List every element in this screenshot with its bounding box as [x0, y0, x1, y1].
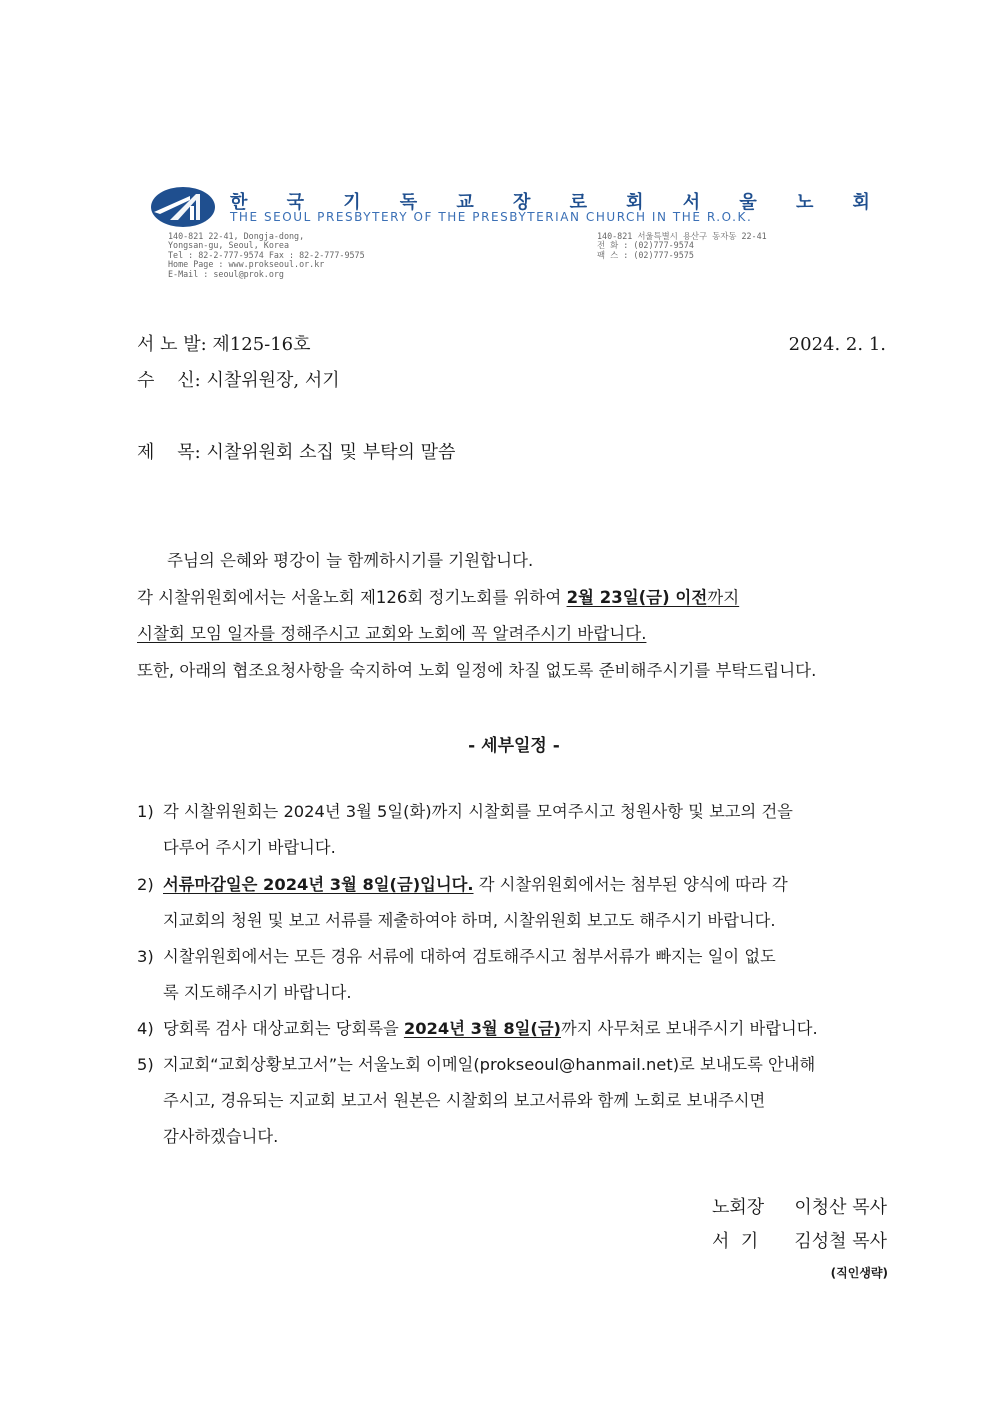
- recipient-value: 시찰위원장, 서기: [206, 370, 340, 391]
- deadline-highlight: 서류마감일은 2024년 3월 8일(금)입니다.: [163, 875, 474, 894]
- address-en-line: Yongsan-gu, Seoul, Korea: [168, 240, 290, 251]
- list-item: [137, 801, 887, 859]
- address-en: [168, 232, 365, 279]
- org-name-char: 울: [739, 192, 757, 213]
- list-item-number: 4): [137, 1019, 154, 1038]
- subject-label: 제 목:: [137, 442, 201, 463]
- list-item-number: 1): [137, 802, 154, 821]
- signature-title: 서 기: [712, 1231, 759, 1252]
- org-name-char: 독: [399, 192, 418, 213]
- presbytery-logo: [150, 186, 216, 228]
- list-item-text: 까지 사무처로 보내주시기 바랍니다.: [561, 1019, 818, 1038]
- document-number-label: 서 노 발:: [137, 334, 207, 355]
- list-item: [137, 874, 887, 932]
- recipient: [137, 370, 340, 392]
- org-name-char: 로: [569, 192, 587, 213]
- body-text: 까지: [707, 588, 740, 607]
- address-en-line: 140-821 22-41, Dongja-dong,: [168, 231, 305, 241]
- org-name-char: 서: [682, 192, 701, 213]
- address-en-line: E-Mail : seoul@prok.org: [168, 268, 284, 279]
- org-name-char: 노: [795, 192, 814, 213]
- list-item-number: 2): [137, 875, 154, 894]
- document-number: [137, 334, 311, 356]
- greeting: 주님의 은혜와 평강이 늘 함께하시기를 기원합니다.: [167, 551, 534, 570]
- subject: [137, 442, 455, 464]
- list-item-text: 각 시찰위원회에서는 첨부된 양식에 따라 각: [473, 875, 788, 894]
- list-item: [137, 1054, 887, 1148]
- signature-name: 김성철 목사: [794, 1231, 887, 1252]
- list-item-text: 지교회의 청원 및 보고 서류를 제출하여야 하며, 시찰위원회 보고도 해주시기 바랍니다.: [163, 911, 776, 930]
- address-ko-line: 140-821 서울특별시 용산구 동자동 22-41: [597, 231, 767, 241]
- subject-value: 시찰위원회 소집 및 부탁의 말씀: [206, 442, 456, 463]
- org-name-char: 회: [626, 192, 644, 213]
- body-text: 각 시찰위원회에서는 서울노회 제126회 정기노회를 위하여: [137, 588, 567, 607]
- deadline-highlight: 2월 23일(금) 이전: [566, 588, 708, 607]
- org-name-char: 회: [852, 192, 870, 213]
- document-number-value: 제125-16호: [212, 334, 311, 355]
- list-item-text: 시찰위원회에서는 모든 경유 서류에 대하여 검토해주시고 첨부서류가 빠지는 일이 없도: [163, 947, 776, 966]
- org-name-char: 교: [456, 192, 474, 213]
- section-title: - 세부일정 -: [468, 736, 560, 756]
- seal-omitted-note: (직인생략): [830, 1266, 888, 1280]
- signature-name: 이청산 목사: [794, 1197, 887, 1218]
- address-en-line: Home Page : www.prokseoul.or.kr: [168, 259, 325, 270]
- document-date: 2024. 2. 1.: [788, 334, 886, 355]
- deadline-highlight: 2024년 3월 8일(금): [403, 1019, 561, 1038]
- body-line-underlined: 시찰회 모임 일자를 정해주시고 교회와 노회에 꼭 알려주시기 바랍니다.: [137, 624, 647, 643]
- recipient-label: 수 신:: [137, 370, 201, 391]
- list-item-text: 다루어 주시기 바랍니다.: [163, 838, 336, 857]
- org-name-char: 기: [343, 192, 361, 213]
- list-item-text: 각 시찰위원회는 2024년 3월 5일(화)까지 시찰회를 모여주시고 청원사항 및 보고의 건을: [163, 802, 793, 821]
- list-item: [137, 946, 887, 1004]
- org-name-en: THE SEOUL PRESBYTERY OF THE PRESBYTERIAN CHURCH IN THE R.O.K.: [230, 210, 753, 224]
- list-item: [137, 1018, 887, 1040]
- org-name-char: 장: [512, 192, 531, 213]
- list-item-number: 5): [137, 1055, 154, 1074]
- address-ko-line: 팩 스 : (02)777-9575: [597, 249, 694, 260]
- list-item-text: 주시고, 경유되는 지교회 보고서 원본은 시찰회의 보고서류와 함께 노회로 보내주시면: [163, 1091, 766, 1110]
- body-line: [137, 587, 887, 609]
- org-name-char: 국: [286, 192, 304, 213]
- address-ko-line: 전 화 : (02)777-9574: [597, 240, 694, 251]
- list-item-text: 당회록 검사 대상교회는 당회록을: [163, 1019, 404, 1038]
- address-en-line: Tel : 82-2-777-9574 Fax : 82-2-777-9575: [168, 249, 365, 260]
- signature-moderator: [712, 1197, 887, 1219]
- signature-title: 노회장: [712, 1197, 765, 1218]
- list-item-number: 3): [137, 947, 154, 966]
- address-ko: [597, 232, 767, 260]
- org-name-char: 한: [230, 192, 248, 213]
- list-item-text: 감사하겠습니다.: [163, 1127, 279, 1146]
- list-item-text: 지교회“교회상황보고서”는 서울노회 이메일(prokseoul@hanmail.net)로 보내도록 안내해: [163, 1055, 816, 1074]
- body-line: 또한, 아래의 협조요청사항을 숙지하여 노회 일정에 차질 없도록 준비해주시기를 부탁드립니다.: [137, 661, 817, 680]
- list-item-text: 록 지도해주시기 바랍니다.: [163, 983, 352, 1002]
- signature-clerk: [712, 1231, 887, 1253]
